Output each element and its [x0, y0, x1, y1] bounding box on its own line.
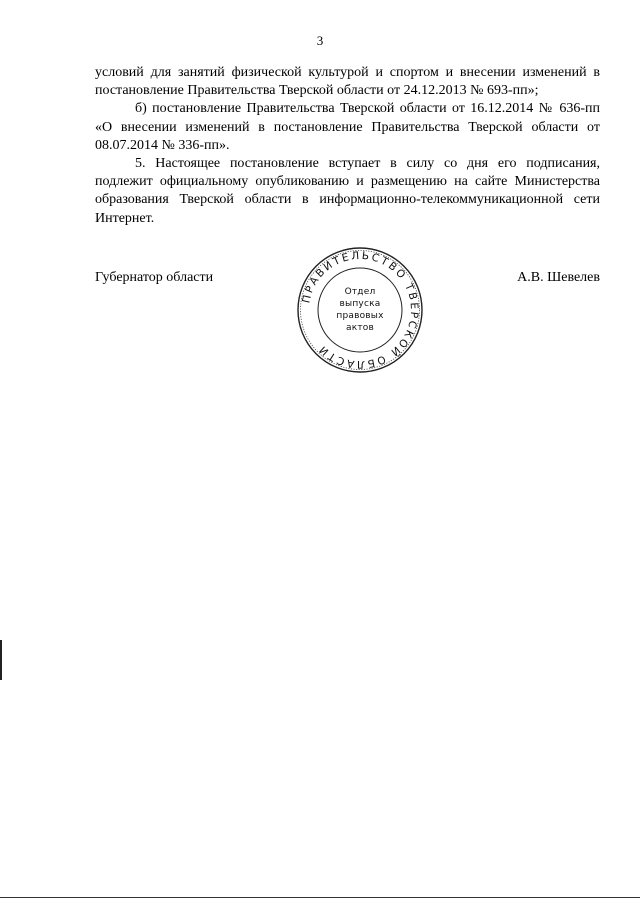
page-number: 3 [316, 33, 324, 48]
signatory-name: А.В. Шевелев [517, 270, 600, 285]
seal-line-4: актов [345, 323, 374, 333]
document-body [95, 64, 600, 228]
signatory-title: Губернатор области [95, 270, 214, 285]
seal-line-3: правовых [336, 311, 384, 321]
seal-line-1: Отдел [344, 287, 376, 297]
paragraph-continuation: условий для занятий физической культурой и спортом и внесении изменений в постановление Правительства Тверской области от 24.12.2013 № 693-пп»; [95, 65, 600, 99]
signature-block [95, 249, 600, 371]
seal-center-text [295, 245, 425, 375]
seal-line-2: выпуска [339, 299, 381, 309]
seal-ring-text: ПРАВИТЕЛЬСТВО ТВЕРСКОЙ ОБЛАСТИ [300, 249, 421, 371]
scan-bottom-line [0, 897, 640, 898]
official-seal [295, 245, 425, 375]
paragraph-item-5: 5. Настоящее постановление вступает в силу со дня его подписания, подлежит официальному опубликованию и размещению на сайте Министерства образования Тверской области в информационно-телекоммуникационной сети Интернет. [95, 156, 600, 226]
scan-edge-mark [0, 640, 2, 680]
paragraph-item-b: б) постановление Правительства Тверской области от 16.12.2014 № 636-пп «О внесении изменений в постановление Правительства Тверской области от 08.07.2014 № 336-пп». [95, 101, 600, 153]
